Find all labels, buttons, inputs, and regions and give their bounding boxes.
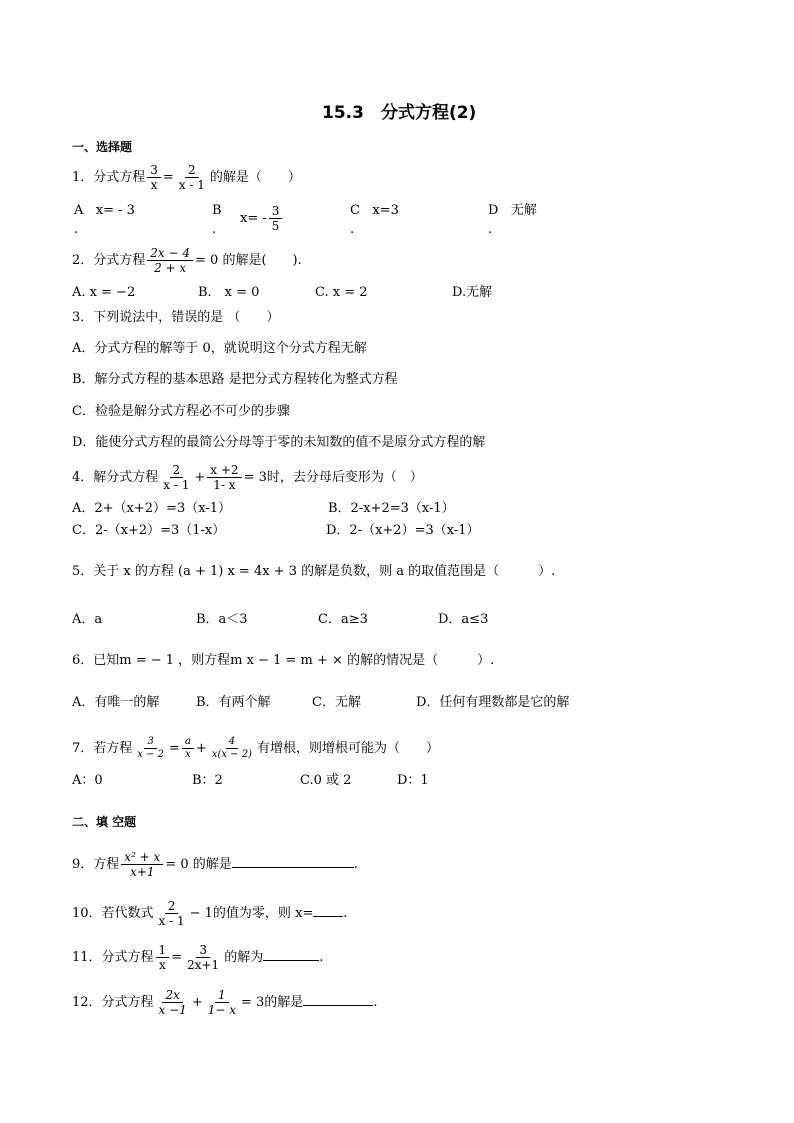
question-3: 3．下列说法中，错误的是 （ ）: [72, 310, 280, 325]
question-1: 1．分式方程 $\frac{3}{x}$ = $\frac{2}{x - 1}$ 的解是（ ）: [72, 163, 301, 192]
q4-fraction-2: $\frac{x +2}{1- x}$: [207, 463, 241, 492]
q10-fraction: $\frac{2}{x - 1}$: [158, 899, 185, 928]
q4-option-c: C．2-（x+2）=3（1-x）: [72, 523, 226, 538]
q2-option-d: D.无解: [452, 285, 493, 300]
q7-option-b: B：2: [192, 773, 223, 788]
q11-fraction-1: $\frac{1}{x}$: [156, 943, 170, 972]
q6-option-c: C．无解: [312, 695, 361, 710]
q1-option-b-label: B: [212, 203, 222, 218]
question-6: 6．已知m = − 1 ，则方程m x − 1 = m + × 的解的情况是（ ）.: [72, 653, 495, 668]
q12-fraction-1: $\frac{2x}{x -1}$: [158, 988, 187, 1017]
question-11: 11．分式方程 $\frac{1}{x}$ = $\frac{3}{2x+1}$ 的解为 .: [72, 943, 324, 972]
q7-fraction-3: $\frac{4}{x(x - 2)}$: [211, 736, 252, 760]
question-12: 12．分式方程 $\frac{2x}{x -1}$ + $\frac{1}{1- x}$ = 3的解是 .: [72, 988, 378, 1017]
section-heading-choice: 一、选择题: [72, 140, 133, 154]
q3-option-b: B．解分式方程的基本思路 是把分式方程转化为整式方程: [72, 372, 398, 387]
q5-option-a: A．a: [72, 612, 103, 627]
q7-option-c: C.0 或 2: [300, 773, 352, 788]
q2-option-a: A. x = −2: [72, 285, 136, 300]
q1-option-a-dot: .: [74, 222, 79, 237]
q9-answer-blank[interactable]: [232, 855, 354, 868]
question-2: 2．分式方程 $\frac{2x - 4}{2 + x}$ = 0 的解是( ).: [72, 246, 302, 275]
q3-option-a: A．分式方程的解等于 0，就说明这个分式方程无解: [72, 341, 367, 356]
q3-option-c: C．检验是解分式方程必不可少的步骤: [72, 404, 290, 419]
q6-option-a: A．有唯一的解: [72, 695, 160, 710]
q1-option-d-dot: .: [488, 222, 493, 237]
q4-option-d: D．2-（x+2）=3（x-1）: [326, 523, 480, 538]
q11-fraction-2: $\frac{3}{2x+1}$: [187, 943, 220, 972]
q5-option-c: C．a≥3: [318, 612, 368, 627]
q4-option-b: B．2-x+2=3（x-1）: [328, 501, 455, 516]
q10-answer-blank[interactable]: [313, 904, 343, 917]
q1-option-b-fraction: $\frac{3}{5}$: [269, 204, 283, 233]
section-heading-fill-blank: 二、填 空题: [72, 815, 137, 829]
question-5: 5．关于 x 的方程 (a + 1) x = 4x + 3 的解是负数，则 a 的取值范围是（ ）.: [72, 564, 556, 579]
question-10: 10．若代数式 $\frac{2}{x - 1}$ − 1的值为零，则 x= .: [72, 899, 348, 928]
q2-option-c: C. x = 2: [315, 285, 368, 300]
q7-option-d: D：1: [397, 773, 429, 788]
q12-fraction-2: $\frac{1}{1- x}$: [207, 988, 237, 1017]
q1-fraction-1: $\frac{3}{x}$: [147, 163, 161, 192]
question-9: 9．方程 $\frac{\text{x² + x}}{x+1}$ = 0 的解是 .: [72, 850, 358, 879]
q6-option-b: B．有两个解: [196, 695, 271, 710]
question-7: 7．若方程 $\frac{3}{x - 2}$ = $\frac{a}{x}$ + $\frac{4}{x(x - 2)}$ 有增根，则增根可能为（ ）: [72, 736, 440, 760]
q1-prefix: 1．分式方程: [72, 170, 146, 185]
q7-option-a: A：0: [72, 773, 103, 788]
q1-option-b-dot: .: [212, 222, 217, 237]
q7-fraction-2: $\frac{a}{x}$: [182, 736, 194, 761]
q1-option-a: A x= - 3: [74, 203, 135, 218]
q1-suffix: 的解是（ ）: [209, 170, 301, 185]
q6-option-d: D．任何有理数都是它的解: [416, 695, 570, 710]
q3-option-d: D．能使分式方程的最简公分母等于零的未知数的值不是原分式方程的解: [72, 435, 486, 450]
q5-option-d: D．a≤3: [438, 612, 489, 627]
q7-fraction-1: $\frac{3}{x - 2}$: [137, 736, 165, 760]
q5-option-b: B．a＜3: [196, 612, 248, 627]
q1-option-c: C x=3: [350, 203, 399, 218]
q2-option-b: B. x = 0: [198, 285, 260, 300]
page-title: 15.3 分式方程(2): [322, 103, 477, 123]
q1-fraction-2: $\frac{2}{x - 1}$: [178, 163, 205, 192]
q9-fraction: $\frac{\text{x² + x}}{x+1}$: [121, 850, 163, 879]
question-4: 4．解分式方程 $\frac{2}{x - 1}$ + $\frac{x +2}{1- x}$ = 3时，去分母后变形为（ ）: [72, 463, 423, 492]
q1-option-c-dot: .: [350, 222, 355, 237]
q2-fraction: $\frac{2x - 4}{2 + x}$: [147, 246, 193, 275]
q1-option-d: D 无解: [488, 203, 537, 218]
q11-answer-blank[interactable]: [263, 948, 319, 961]
q1-option-b: x= - $\frac{3}{5}$: [240, 204, 284, 233]
q4-option-a: A．2+（x+2）=3（x-1）: [72, 501, 231, 516]
q4-fraction-1: $\frac{2}{x - 1}$: [163, 463, 190, 492]
q12-answer-blank[interactable]: [303, 993, 373, 1006]
